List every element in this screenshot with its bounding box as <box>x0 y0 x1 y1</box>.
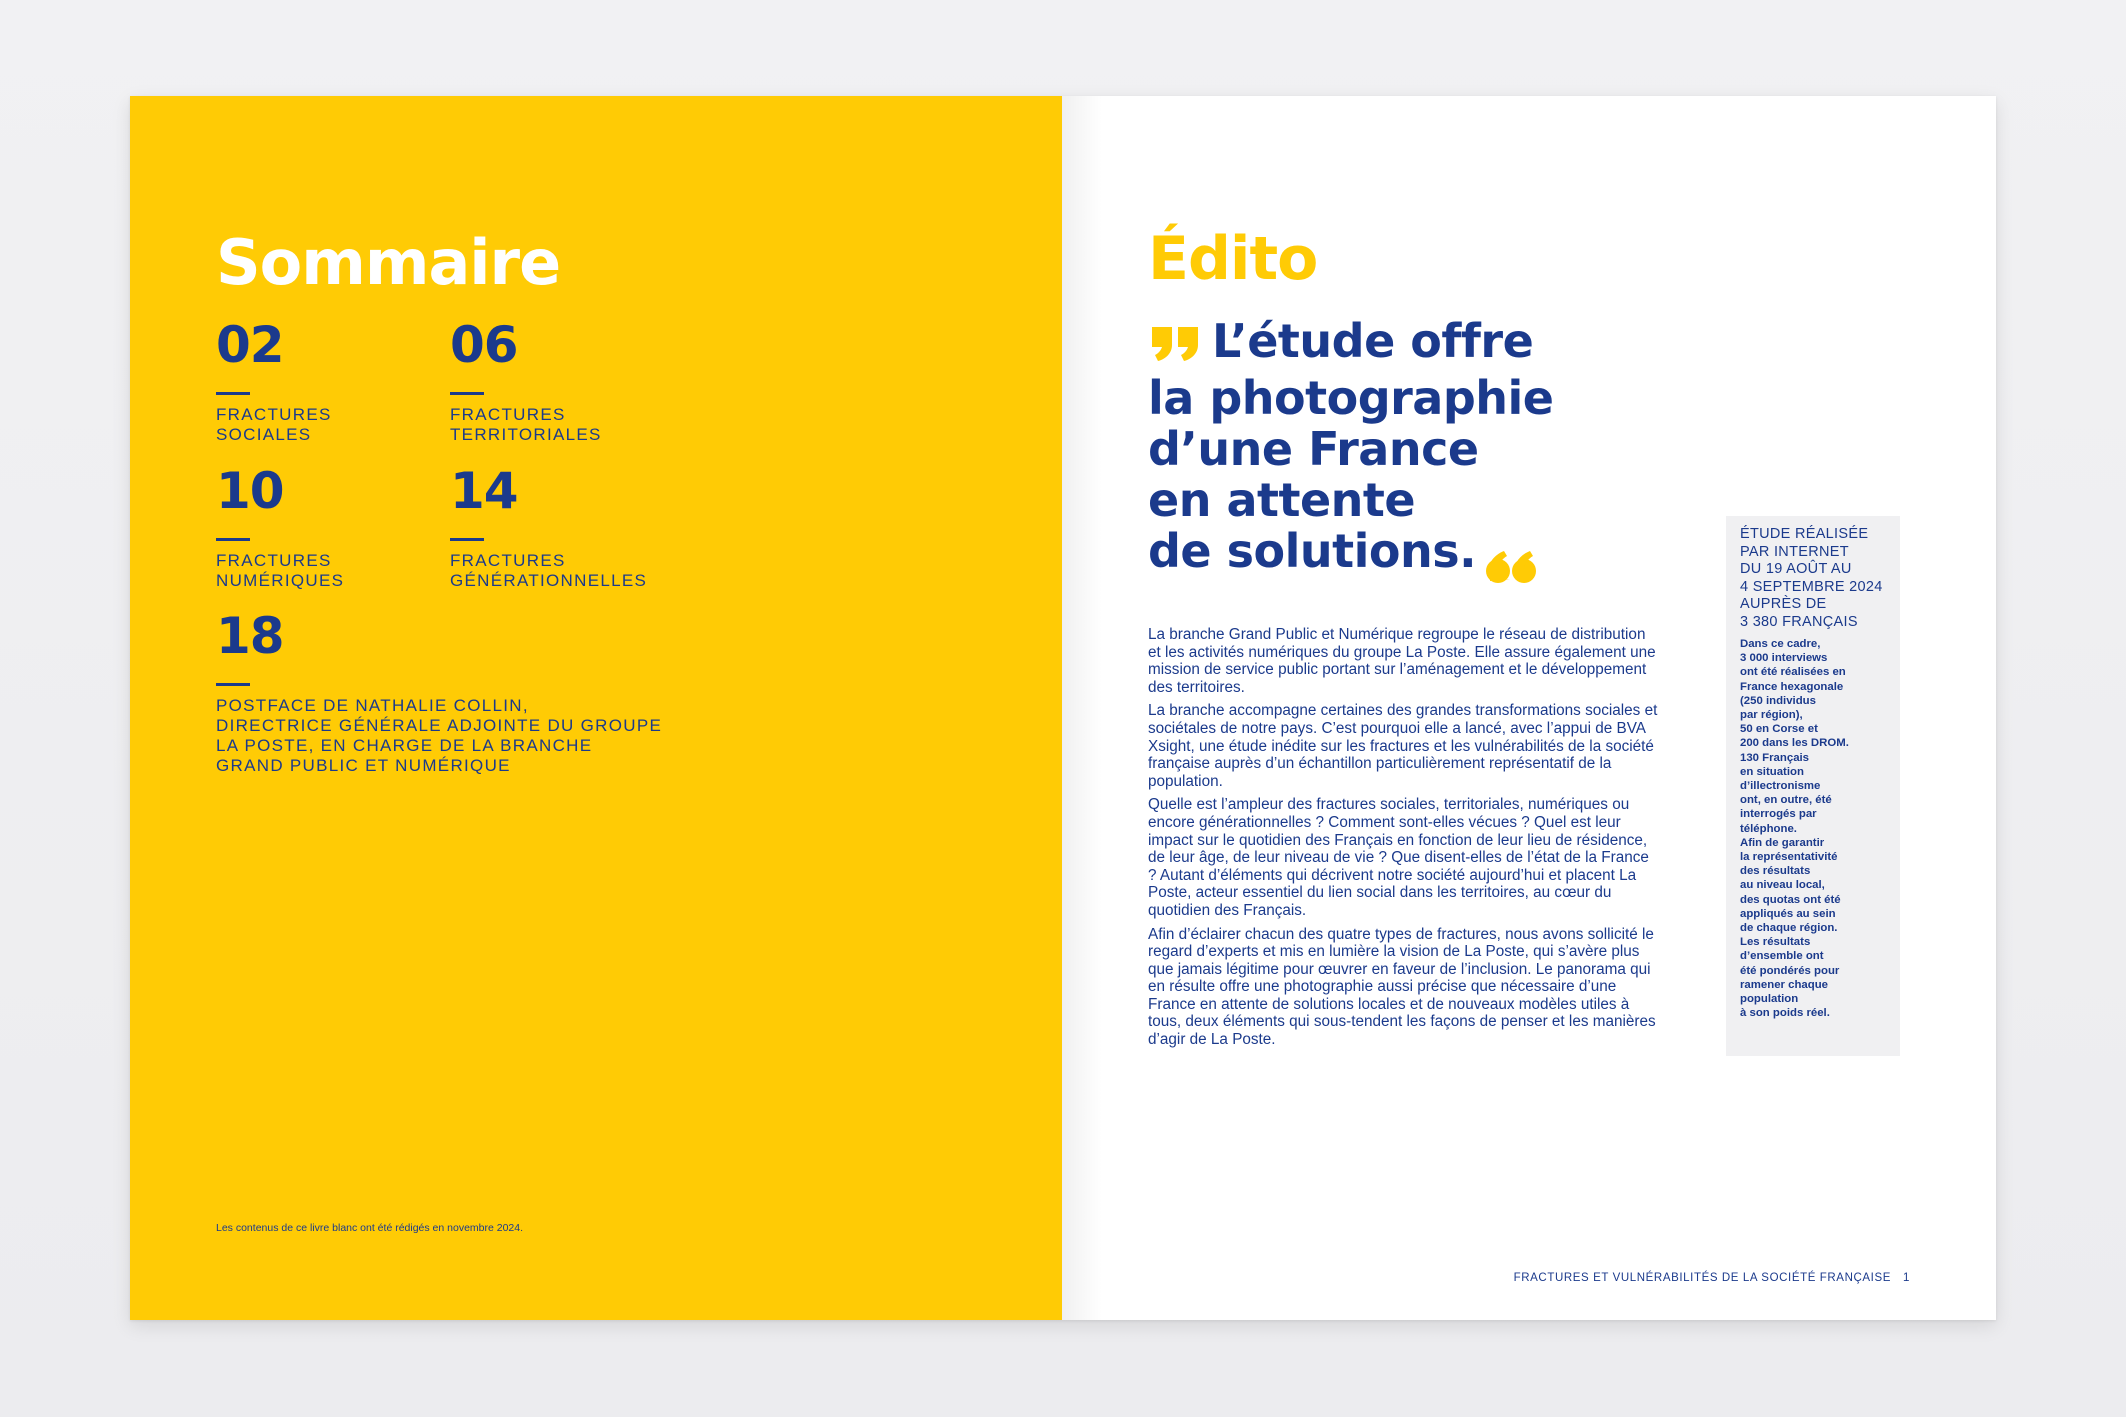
running-footer <box>1514 1272 1910 1284</box>
sidebar-body: Dans ce cadre, 3 000 interviews ont été réalisées en France hexagonale (250 individus par région), 50 en Corse et 200 dans les DROM. 130 Français en situation d’illectronisme ont, en outre, été interrogés par téléphone. Afin de garantir la représentativité des résultats au niveau local, des quotas ont été appliqués au sein de chaque région. Les résultats d’ensemble ont été pondérés pour ramener chaque population à son poids réel. <box>1740 638 1849 1020</box>
sommaire-title: Sommaire <box>216 226 561 299</box>
toc-label: FRACTURES GÉNÉRATIONNELLES <box>450 551 648 590</box>
quote-line: la photographie <box>1148 371 1554 425</box>
edito-page <box>1062 96 1996 1320</box>
toc-label: FRACTURES TERRITORIALES <box>450 405 602 444</box>
toc-rule <box>450 392 484 395</box>
sommaire-page <box>130 96 1062 1320</box>
paragraph: La branche Grand Public et Numérique regroupe le réseau de distribution et les activités numériques du groupe La Poste. Elle assure également une mission de service public portant sur l’aménagement et le développement des territoires. <box>1148 626 1656 696</box>
quote-line: L’étude offre <box>1212 314 1534 368</box>
quote-line: en attente <box>1148 473 1416 527</box>
open-quote-icon <box>1148 322 1204 373</box>
toc-label: FRACTURES SOCIALES <box>216 405 332 444</box>
toc-item-fractures-generationnelles[interactable] <box>450 462 648 591</box>
quote-line: d’une France <box>1148 422 1479 476</box>
toc-rule <box>216 538 250 541</box>
page-number: 1 <box>1903 1272 1910 1284</box>
toc-label: FRACTURES NUMÉRIQUES <box>216 551 345 590</box>
toc-item-fractures-territoriales[interactable] <box>450 316 602 445</box>
paragraph: Afin d’éclairer chacun des quatre types de fractures, nous avons sollicité le regard d’experts et mis en lumière la vision de La Poste, qui s’avère plus que jamais légitime pour œuvrer en faveur de l’inclusion. Le panorama qui en résulte offre une photographie aussi précise que nécessaire d’une France en attente de solutions locales et de nouveaux modèles utiles à tous, deux éléments qui sous-tendent les façons de penser et les manières d’agir de La Poste. <box>1148 925 1656 1049</box>
toc-item-postface[interactable] <box>216 607 663 776</box>
running-footer-title: FRACTURES ET VULNÉRABILITÉS DE LA SOCIÉTÉ FRANÇAISE <box>1513 1272 1891 1284</box>
toc-page-number: 06 <box>450 316 518 374</box>
pull-quote <box>1148 316 1648 595</box>
toc-page-number: 10 <box>216 462 284 520</box>
methodology-sidebar <box>1726 516 1900 1056</box>
paragraph: La branche accompagne certaines des grandes transformations sociales et sociétales de notre pays. C’est pourquoi elle a lancé, avec l’appui de BVA Xsight, une étude inédite sur les fractures et les vulnérabilités de la société française auprès d’un échantillon particulièrement représentatif de la population. <box>1148 702 1658 790</box>
edito-body <box>1148 626 1658 1055</box>
paragraph: Quelle est l’ampleur des fractures sociales, territoriales, numériques ou encore générationnelles ? Comment sont-elles vécues ? Quel est leur impact sur le quotidien des Français en fonction de leur lieu de résidence, de leur âge, de leur niveau de vie ? Que disent-elles de l’état de la France ? Autant d’éléments qui décrivent notre société aujourd’hui et placent La Poste, acteur essentiel du lien social dans les territoires, au cœur du quotidien des Français. <box>1148 796 1649 919</box>
brochure-spread <box>130 96 1996 1320</box>
quote-line: de solutions. <box>1148 524 1477 578</box>
toc-page-number: 14 <box>450 462 518 520</box>
footnote: Les contenus de ce livre blanc ont été rédigés en novembre 2024. <box>216 1222 524 1234</box>
toc-page-number: 02 <box>216 316 284 374</box>
toc-rule <box>216 683 250 686</box>
toc-label: POSTFACE DE NATHALIE COLLIN, DIRECTRICE GÉNÉRALE ADJOINTE DU GROUPE LA POSTE, EN CHARGE DE LA BRANCHE GRAND PUBLIC ET NUMÉRIQUE <box>216 696 663 775</box>
toc-item-fractures-numeriques[interactable] <box>216 462 345 591</box>
toc-item-fractures-sociales[interactable] <box>216 316 332 445</box>
toc-page-number: 18 <box>216 607 284 665</box>
close-quote-icon <box>1484 544 1540 595</box>
toc-rule <box>450 538 484 541</box>
toc-rule <box>216 392 250 395</box>
edito-title: Édito <box>1148 224 1318 294</box>
sidebar-heading: ÉTUDE RÉALISÉE PAR INTERNET DU 19 AOÛT AU 4 SEPTEMBRE 2024 AUPRÈS DE 3 380 FRANÇAIS <box>1740 526 1883 630</box>
